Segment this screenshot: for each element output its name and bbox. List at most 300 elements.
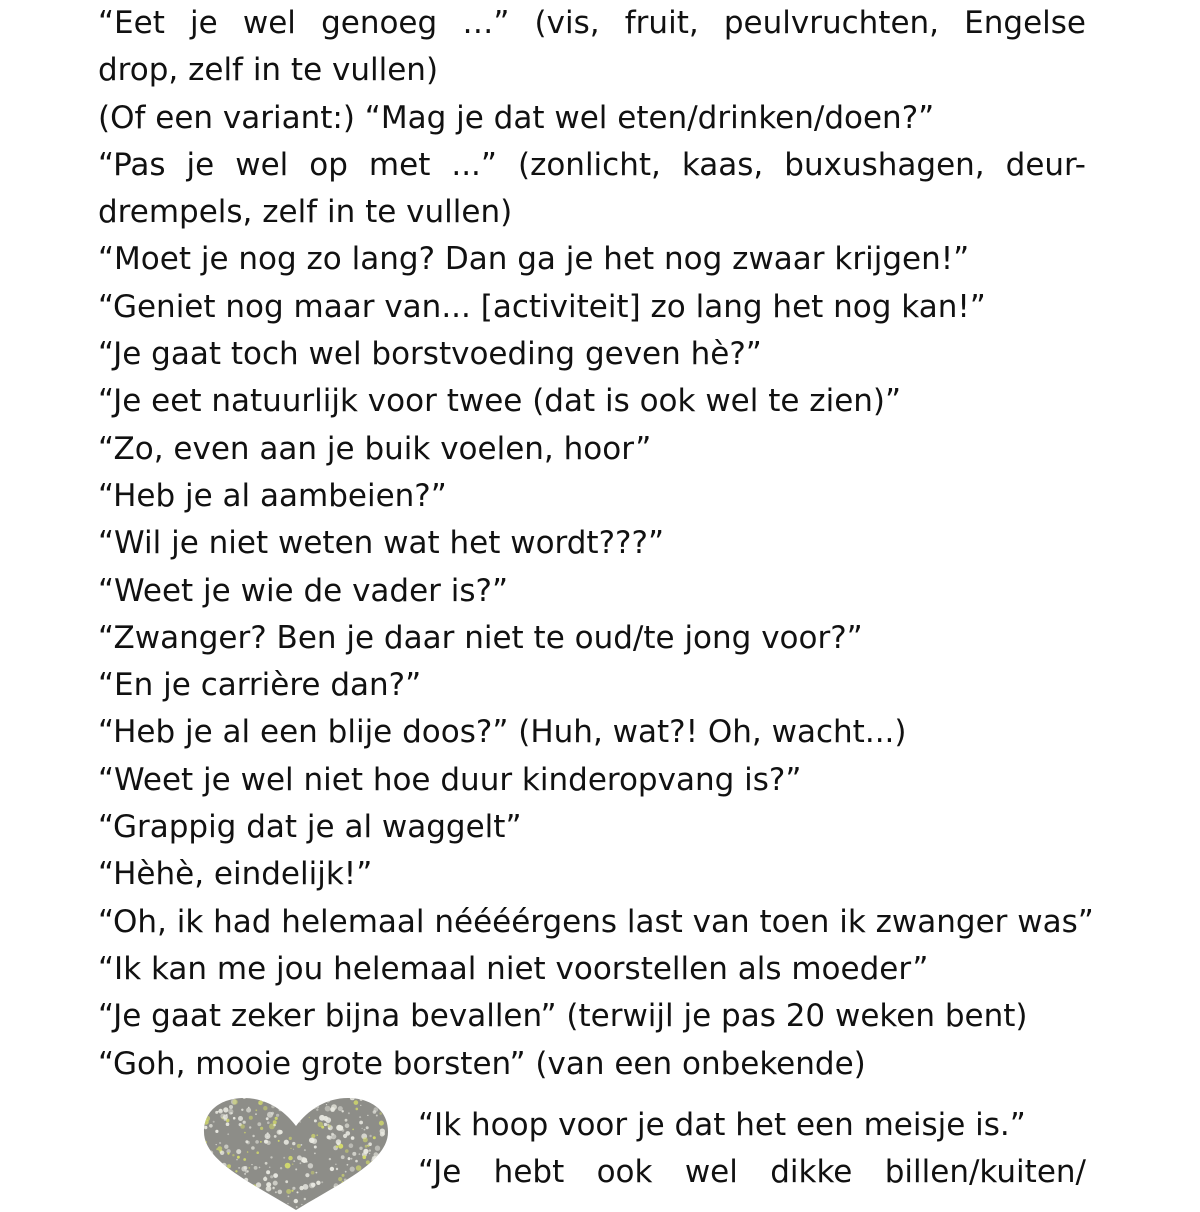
glitter-dot: [227, 1164, 231, 1168]
glitter-dot: [215, 1130, 218, 1133]
glitter-dot: [377, 1156, 378, 1157]
glitter-dot: [369, 1149, 371, 1151]
glitter-dot: [244, 1178, 248, 1182]
glitter-dot: [343, 1208, 347, 1212]
glitter-dot: [364, 1129, 366, 1131]
glitter-dot: [348, 1157, 351, 1160]
glitter-dot: [378, 1188, 383, 1193]
glitter-dot: [274, 1135, 277, 1138]
glitter-dot: [311, 1183, 316, 1188]
quote-line: “Ik kan me jou helemaal niet voorstellen als moeder”: [98, 950, 929, 987]
glitter-dot: [232, 1099, 237, 1104]
glitter-dot: [275, 1191, 277, 1193]
glitter-dot: [360, 1105, 361, 1106]
glitter-dot: [282, 1102, 288, 1108]
glitter-dot: [278, 1130, 282, 1134]
glitter-dot: [255, 1109, 257, 1111]
glitter-dot: [247, 1151, 249, 1153]
glitter-dot: [379, 1121, 384, 1126]
glitter-dot: [263, 1106, 267, 1110]
glitter-dot: [273, 1120, 277, 1124]
glitter-dot: [216, 1100, 219, 1103]
glitter-dot: [383, 1201, 388, 1206]
glitter-dot: [388, 1143, 394, 1149]
glitter-dot: [349, 1143, 354, 1148]
glitter-dot: [324, 1123, 327, 1126]
glitter-dot: [378, 1153, 382, 1157]
glitter-dot: [266, 1186, 272, 1192]
glitter-dot: [297, 1191, 299, 1193]
quote-line: drempels, zelf in te vullen): [98, 194, 513, 231]
glitter-dot: [380, 1105, 383, 1108]
glitter-dot: [316, 1105, 319, 1108]
glitter-heart-icon: [196, 1092, 396, 1212]
glitter-dot: [352, 1152, 356, 1156]
glitter-dot: [263, 1177, 267, 1181]
glitter-dot: [208, 1151, 213, 1156]
glitter-dot: [242, 1095, 246, 1099]
glitter-dot: [290, 1148, 291, 1149]
glitter-dot: [209, 1124, 213, 1128]
glitter-dot: [270, 1156, 272, 1158]
glitter-dot: [305, 1173, 309, 1177]
glitter-dot: [284, 1140, 289, 1145]
glitter-dot: [344, 1179, 347, 1182]
glitter-dot: [363, 1137, 368, 1142]
glitter-dot: [326, 1104, 327, 1105]
glitter-dot: [297, 1155, 302, 1160]
glitter-dot: [363, 1149, 368, 1154]
glitter-dot: [299, 1186, 303, 1190]
glitter-dot: [295, 1168, 297, 1170]
glitter-dot: [297, 1210, 298, 1211]
glitter-dot: [300, 1162, 302, 1164]
glitter-dot: [233, 1117, 236, 1120]
glitter-dot: [238, 1116, 243, 1121]
glitter-dot: [220, 1151, 224, 1155]
glitter-dot: [299, 1208, 302, 1211]
glitter-dot: [201, 1110, 204, 1113]
glitter-dot: [342, 1174, 345, 1177]
glitter-dot: [266, 1117, 269, 1120]
glitter-dot: [309, 1117, 310, 1118]
glitter-dot: [287, 1203, 288, 1204]
glitter-dot: [199, 1136, 203, 1140]
glitter-dot: [227, 1152, 229, 1154]
glitter-dot: [378, 1183, 381, 1186]
glitter-dot: [226, 1122, 230, 1126]
quote-line: drop, zelf in te vullen): [98, 52, 439, 89]
glitter-dot: [212, 1171, 218, 1177]
glitter-dot: [314, 1153, 316, 1155]
glitter-dot: [236, 1159, 238, 1161]
glitter-dot: [256, 1182, 261, 1187]
glitter-dot: [388, 1126, 389, 1127]
glitter-dot: [351, 1182, 356, 1187]
quote-line: “Zwanger? Ben je daar niet te oud/te jong voor?”: [98, 619, 863, 656]
glitter-dot: [373, 1136, 376, 1139]
glitter-dot: [243, 1121, 246, 1124]
glitter-dot: [366, 1126, 369, 1129]
glitter-dot: [221, 1163, 226, 1168]
glitter-dot: [220, 1178, 226, 1184]
glitter-dot: [264, 1096, 270, 1102]
glitter-dot: [199, 1150, 202, 1153]
glitter-dot: [279, 1107, 283, 1111]
glitter-dot: [216, 1144, 217, 1145]
glitter-dot: [348, 1112, 350, 1114]
glitter-dot: [206, 1159, 208, 1161]
glitter-dot: [265, 1133, 271, 1139]
quote-list: [98, 0, 1094, 1088]
glitter-dot: [308, 1163, 313, 1168]
glitter-dot: [297, 1099, 300, 1102]
glitter-dot: [213, 1100, 218, 1105]
glitter-dot: [252, 1135, 254, 1137]
glitter-dot: [316, 1202, 318, 1204]
glitter-dot: [265, 1162, 268, 1165]
glitter-dot: [375, 1146, 380, 1151]
glitter-dot: [271, 1105, 275, 1109]
glitter-dot: [255, 1113, 257, 1115]
glitter-dot: [227, 1133, 229, 1135]
glitter-dot: [336, 1168, 338, 1170]
glitter-dot: [292, 1163, 294, 1165]
quote-line: (Of een variant:) “Mag je dat wel eten/drinken/doen?”: [98, 99, 935, 136]
glitter-dot: [256, 1151, 259, 1154]
glitter-dot: [381, 1168, 382, 1169]
glitter-dot: [311, 1171, 315, 1175]
glitter-dot: [237, 1186, 239, 1188]
glitter-dot: [266, 1170, 270, 1174]
glitter-dot: [280, 1167, 282, 1169]
glitter-dot: [208, 1183, 211, 1186]
glitter-dot: [232, 1195, 235, 1198]
quote-line: “Weet je wie de vader is?”: [98, 572, 509, 609]
glitter-dot: [352, 1129, 354, 1131]
glitter-dot: [210, 1180, 213, 1183]
glitter-dot: [246, 1189, 248, 1191]
glitter-dot: [339, 1207, 342, 1210]
glitter-dot: [304, 1149, 306, 1151]
glitter-dot: [254, 1166, 258, 1170]
glitter-dot: [316, 1181, 320, 1185]
glitter-dot: [336, 1125, 342, 1131]
glitter-dot: [373, 1188, 375, 1190]
glitter-dot: [323, 1204, 325, 1206]
glitter-dot: [345, 1171, 347, 1173]
glitter-dot: [207, 1183, 211, 1187]
glitter-dot: [314, 1107, 316, 1109]
glitter-dot: [288, 1156, 292, 1160]
glitter-dot: [302, 1157, 308, 1163]
glitter-dot: [327, 1202, 329, 1204]
glitter-dot: [293, 1097, 297, 1101]
glitter-dot: [272, 1187, 275, 1190]
glitter-dot: [388, 1146, 393, 1151]
glitter-dot: [313, 1097, 317, 1101]
glitter-dot: [369, 1179, 370, 1180]
heart-shape: [204, 1098, 388, 1210]
glitter-dot: [245, 1140, 248, 1143]
glitter-dot: [337, 1142, 340, 1145]
glitter-dot: [272, 1199, 277, 1204]
glitter-dot: [370, 1173, 373, 1176]
quote-line: “Eet je wel genoeg …” (vis, fruit, peulvruchten, Engelse: [98, 5, 1086, 41]
glitter-dot: [229, 1182, 231, 1184]
glitter-dot: [374, 1175, 380, 1181]
glitter-dot: [338, 1106, 343, 1111]
glitter-dot: [350, 1167, 355, 1172]
glitter-dot: [302, 1208, 304, 1210]
glitter-dot: [387, 1142, 392, 1147]
glitter-dot: [367, 1115, 368, 1116]
glitter-dot: [356, 1165, 362, 1171]
glitter-dot: [236, 1149, 241, 1154]
glitter-dot: [212, 1210, 213, 1211]
glitter-dot: [325, 1117, 331, 1123]
glitter-dot: [267, 1112, 273, 1118]
glitter-dot: [229, 1112, 232, 1115]
glitter-dot: [251, 1146, 255, 1150]
glitter-dot: [386, 1097, 392, 1103]
glitter-dot: [316, 1109, 318, 1111]
glitter-dot: [366, 1160, 370, 1164]
glitter-dot: [328, 1136, 332, 1140]
glitter-dot: [335, 1164, 337, 1166]
glitter-dot: [360, 1098, 363, 1101]
glitter-dot: [249, 1116, 253, 1120]
glitter-dot: [249, 1126, 251, 1128]
glitter-dot: [247, 1185, 249, 1187]
glitter-dot: [246, 1108, 251, 1113]
glitter-dot: [219, 1109, 223, 1113]
glitter-dot: [356, 1108, 359, 1111]
glitter-dot: [318, 1122, 323, 1127]
glitter-dot: [380, 1188, 383, 1191]
glitter-dot: [359, 1192, 363, 1196]
glitter-dot: [302, 1100, 305, 1103]
glitter-dot: [269, 1124, 275, 1130]
glitter-dot: [348, 1202, 350, 1204]
glitter-dot: [387, 1167, 389, 1169]
glitter-dot: [350, 1177, 353, 1180]
glitter-dot: [205, 1172, 211, 1178]
glitter-dot: [222, 1178, 227, 1183]
glitter-dot: [376, 1115, 378, 1117]
glitter-dot: [243, 1191, 245, 1193]
glitter-dot: [221, 1095, 226, 1100]
glitter-dot: [294, 1101, 297, 1104]
glitter-dot: [286, 1096, 291, 1101]
glitter-dot: [252, 1195, 256, 1199]
glitter-dot: [285, 1163, 291, 1169]
heart-graphic: [196, 1092, 396, 1212]
glitter-dot: [205, 1156, 209, 1160]
glitter-dot: [237, 1156, 240, 1159]
glitter-dot: [325, 1096, 326, 1097]
glitter-dot: [319, 1115, 325, 1121]
glitter-dot: [225, 1182, 228, 1185]
glitter-dot: [364, 1189, 366, 1191]
glitter-dot: [387, 1096, 389, 1098]
glitter-dot: [262, 1202, 264, 1204]
glitter-dot: [353, 1204, 355, 1206]
glitter-dot: [341, 1155, 345, 1159]
glitter-dot: [240, 1124, 245, 1129]
glitter-dot: [351, 1158, 353, 1160]
glitter-dot: [243, 1181, 246, 1184]
glitter-dot: [243, 1158, 246, 1161]
quote-line: “Wil je niet weten wat het wordt???”: [98, 525, 665, 562]
glitter-dot: [270, 1175, 273, 1178]
glitter-dot: [345, 1123, 350, 1128]
glitter-dot: [347, 1164, 349, 1166]
glitter-dot: [334, 1186, 336, 1188]
glitter-dot: [335, 1202, 339, 1206]
glitter-dot: [354, 1100, 359, 1105]
glitter-dot: [226, 1114, 228, 1116]
glitter-dot: [205, 1199, 211, 1205]
glitter-dot: [291, 1190, 293, 1192]
glitter-dot: [284, 1097, 285, 1098]
glitter-dot: [365, 1145, 368, 1148]
glitter-dot: [210, 1172, 212, 1174]
glitter-dot: [215, 1103, 217, 1105]
glitter-dot: [273, 1173, 278, 1178]
glitter-dot: [275, 1117, 278, 1120]
glitter-dot: [281, 1206, 287, 1212]
glitter-dot: [227, 1208, 229, 1210]
glitter-dot: [345, 1119, 348, 1122]
glitter-dot: [353, 1179, 359, 1185]
glitter-dot: [284, 1206, 286, 1208]
glitter-dot: [289, 1137, 292, 1140]
glitter-dot: [278, 1140, 280, 1142]
glitter-dot: [204, 1097, 210, 1103]
glitter-dot: [311, 1134, 315, 1138]
glitter-dot: [278, 1190, 283, 1195]
glitter-dot: [358, 1181, 362, 1185]
glitter-dot: [245, 1170, 248, 1173]
glitter-dot: [219, 1097, 221, 1099]
glitter-dot: [199, 1131, 202, 1134]
glitter-dot: [316, 1172, 318, 1174]
quote-line: “Weet je wel niet hoe duur kinderopvang is?”: [98, 761, 802, 798]
glitter-dot: [244, 1132, 246, 1134]
glitter-dot: [234, 1192, 237, 1195]
glitter-dot: [345, 1149, 349, 1153]
glitter-dot: [342, 1129, 345, 1132]
glitter-dot: [305, 1097, 308, 1100]
glitter-dot: [351, 1136, 355, 1140]
glitter-dot: [293, 1160, 295, 1162]
glitter-dot: [330, 1167, 334, 1171]
glitter-dot: [391, 1097, 392, 1098]
glitter-dot: [259, 1167, 261, 1169]
glitter-dot: [265, 1204, 270, 1209]
glitter-dot: [251, 1206, 254, 1209]
glitter-dot: [244, 1166, 248, 1170]
glitter-dot: [283, 1157, 285, 1159]
glitter-dot: [203, 1141, 207, 1145]
glitter-dot: [199, 1181, 205, 1187]
quote-line: “Moet je nog zo lang? Dan ga je het nog zwaar krijgen!”: [98, 241, 970, 278]
glitter-dot: [367, 1173, 372, 1178]
glitter-dot: [336, 1146, 338, 1148]
glitter-dot: [267, 1121, 270, 1124]
glitter-dot: [258, 1101, 263, 1106]
glitter-dot: [232, 1154, 234, 1156]
glitter-dot: [327, 1124, 329, 1126]
glitter-dot: [213, 1121, 215, 1123]
glitter-dot: [301, 1204, 302, 1205]
glitter-dot: [379, 1112, 382, 1115]
glitter-dot: [389, 1171, 391, 1173]
glitter-dot: [205, 1116, 210, 1121]
glitter-dot: [217, 1146, 222, 1151]
glitter-dot: [362, 1128, 363, 1129]
glitter-dot: [260, 1127, 263, 1130]
glitter-dot: [352, 1181, 353, 1182]
glitter-dot: [292, 1096, 294, 1098]
glitter-dot: [326, 1098, 331, 1103]
glitter-dot: [329, 1158, 331, 1160]
quote-line: “Zo, even aan je buik voelen, hoor”: [98, 430, 652, 467]
glitter-dot: [273, 1181, 278, 1186]
glitter-dot: [276, 1114, 279, 1117]
glitter-dot: [383, 1106, 387, 1110]
glitter-dot: [237, 1183, 241, 1187]
glitter-dot: [314, 1146, 317, 1149]
side-quote-list: [418, 1102, 1086, 1197]
quote-line: “Heb je al aambeien?”: [98, 477, 447, 514]
glitter-dot: [290, 1110, 291, 1111]
glitter-dot: [351, 1205, 356, 1210]
glitter-dot: [286, 1189, 291, 1194]
glitter-dot: [220, 1114, 225, 1119]
glitter-dot: [312, 1138, 318, 1144]
glitter-dot: [293, 1149, 294, 1150]
glitter-dot: [221, 1185, 227, 1191]
glitter-dot: [201, 1181, 204, 1184]
glitter-dot: [359, 1147, 362, 1150]
glitter-dot: [204, 1126, 207, 1129]
glitter-dot: [227, 1182, 229, 1184]
glitter-dot: [334, 1206, 338, 1210]
glitter-dot: [383, 1186, 389, 1192]
quote-line: “Goh, mooie grote borsten” (van een onbekende): [98, 1045, 866, 1082]
glitter-dot: [347, 1179, 349, 1181]
glitter-dot: [232, 1173, 235, 1176]
glitter-dot: [387, 1180, 393, 1186]
glitter-dot: [229, 1105, 233, 1109]
glitter-dot: [389, 1191, 392, 1194]
glitter-dot: [218, 1206, 223, 1211]
glitter-dot: [257, 1122, 261, 1126]
glitter-dot: [376, 1097, 381, 1102]
glitter-dot: [355, 1160, 358, 1163]
glitter-dot: [228, 1197, 230, 1199]
glitter-dot: [227, 1176, 232, 1181]
glitter-dot: [286, 1105, 288, 1107]
quote-line: “En je carrière dan?”: [98, 667, 422, 704]
glitter-dot: [375, 1205, 380, 1210]
quote-line: “Oh, ik had helemaal néééérgens last van toen ik zwanger was”: [98, 903, 1094, 940]
side-quote-line: “Je hebt ook wel dikke billen/kuiten/: [418, 1154, 1086, 1191]
glitter-dot: [325, 1106, 331, 1112]
glitter-dot: [286, 1095, 290, 1099]
